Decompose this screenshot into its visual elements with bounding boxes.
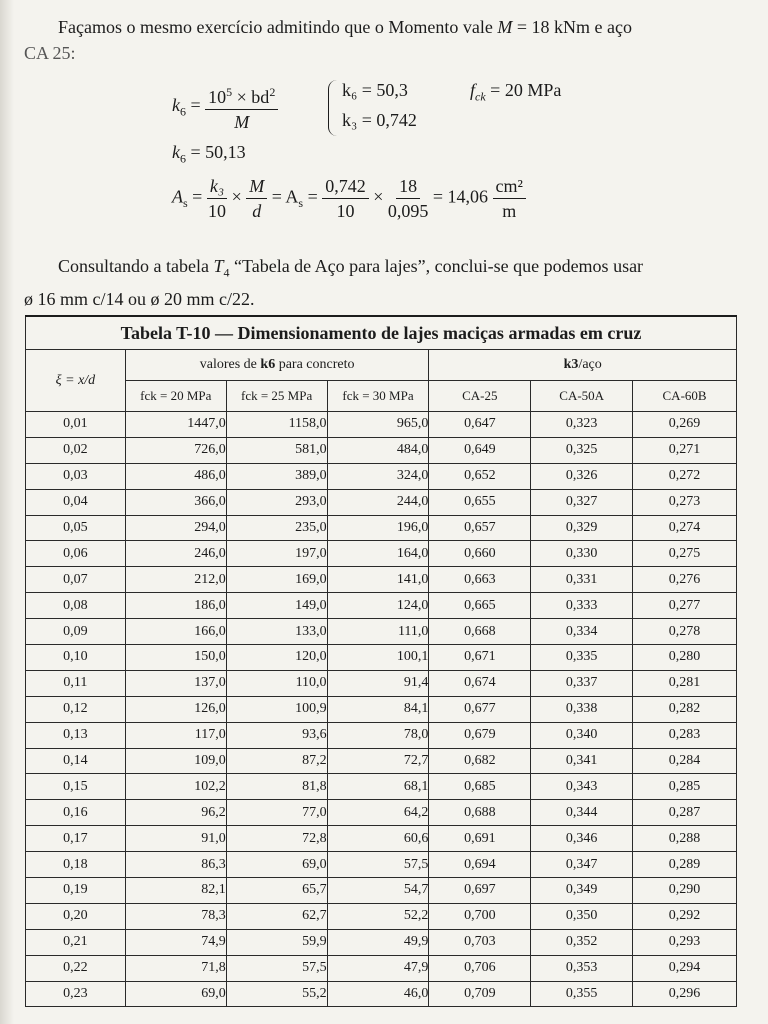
table-cell: 100,9 bbox=[226, 696, 327, 722]
table-cell: 0,685 bbox=[429, 774, 531, 800]
sub-header: CA-60B bbox=[633, 381, 737, 412]
table-cell: 59,9 bbox=[226, 929, 327, 955]
consult-paragraph: Consultando a tabela $T_4$ “Tabela de Aço para lajes”, conclui-se que podemos usar ø 16 mm c/14 ou ø 20 mm c/22. bbox=[24, 256, 644, 309]
table-row bbox=[26, 852, 737, 878]
intro-text: Façamos o mesmo exercício admitindo que o Momento vale bbox=[58, 17, 498, 37]
table-cell: 69,0 bbox=[125, 981, 226, 1007]
table-cell: 0,06 bbox=[26, 541, 126, 567]
table-cell: 0,331 bbox=[531, 567, 633, 593]
table-cell: 126,0 bbox=[125, 696, 226, 722]
moment-variable: M bbox=[497, 17, 513, 37]
table-cell: 196,0 bbox=[327, 515, 429, 541]
table-cell: 141,0 bbox=[327, 567, 429, 593]
table-cell: 0,352 bbox=[531, 929, 633, 955]
table-cell: 169,0 bbox=[226, 567, 327, 593]
table-cell: 0,289 bbox=[633, 852, 737, 878]
table-cell: 0,706 bbox=[429, 955, 531, 981]
table-cell: 120,0 bbox=[226, 645, 327, 671]
k3-value-a: k₃ = 0,742 bbox=[342, 110, 417, 130]
table-cell: 0,23 bbox=[26, 981, 126, 1007]
table-cell: 0,288 bbox=[633, 826, 737, 852]
table-cell: 0,04 bbox=[26, 489, 126, 515]
table-row bbox=[26, 722, 737, 748]
table-cell: 581,0 bbox=[226, 437, 327, 463]
table-cell: 77,0 bbox=[226, 800, 327, 826]
table-cell: 0,273 bbox=[633, 489, 737, 515]
table-cell: 0,688 bbox=[429, 800, 531, 826]
table-cell: 0,343 bbox=[531, 774, 633, 800]
table-cell: 293,0 bbox=[226, 489, 327, 515]
table-cell: 0,280 bbox=[633, 645, 737, 671]
table-cell: 78,3 bbox=[125, 903, 226, 929]
table-cell: 0,347 bbox=[531, 852, 633, 878]
table-cell: 0,344 bbox=[531, 800, 633, 826]
table-row bbox=[26, 489, 737, 515]
table-cell: 0,13 bbox=[26, 722, 126, 748]
table-row bbox=[26, 955, 737, 981]
table-cell: 0,276 bbox=[633, 567, 737, 593]
table-cell: 110,0 bbox=[226, 670, 327, 696]
table-cell: 0,333 bbox=[531, 593, 633, 619]
table-row bbox=[26, 567, 737, 593]
table-cell: 486,0 bbox=[125, 463, 226, 489]
table-cell: 0,353 bbox=[531, 955, 633, 981]
k6-group-header: valores de k6 para concreto bbox=[125, 350, 429, 381]
table-cell: 0,16 bbox=[26, 800, 126, 826]
table-row bbox=[26, 412, 737, 438]
table-cell: 78,0 bbox=[327, 722, 429, 748]
table-cell: 64,2 bbox=[327, 800, 429, 826]
table-cell: 0,665 bbox=[429, 593, 531, 619]
table-cell: 0,655 bbox=[429, 489, 531, 515]
table-row bbox=[26, 593, 737, 619]
table-cell: 0,21 bbox=[26, 929, 126, 955]
formula-block bbox=[0, 0, 768, 240]
table-cell: 366,0 bbox=[125, 489, 226, 515]
table-cell: 0,277 bbox=[633, 593, 737, 619]
table-row bbox=[26, 696, 737, 722]
table-cell: 0,272 bbox=[633, 463, 737, 489]
table-cell: 0,09 bbox=[26, 619, 126, 645]
k3-group-header: k3/aço bbox=[429, 350, 737, 381]
table-cell: 0,269 bbox=[633, 412, 737, 438]
table-cell: 0,647 bbox=[429, 412, 531, 438]
table-cell: 57,5 bbox=[327, 852, 429, 878]
table-cell: 0,674 bbox=[429, 670, 531, 696]
table-row bbox=[26, 878, 737, 904]
table-cell: 54,7 bbox=[327, 878, 429, 904]
table-cell: 0,11 bbox=[26, 670, 126, 696]
table-cell: 0,285 bbox=[633, 774, 737, 800]
sub-header: fck = 25 MPa bbox=[226, 381, 327, 412]
table-cell: 0,20 bbox=[26, 903, 126, 929]
sub-header: CA-50A bbox=[531, 381, 633, 412]
table-cell: 0,649 bbox=[429, 437, 531, 463]
table-cell: 0,668 bbox=[429, 619, 531, 645]
table-cell: 0,22 bbox=[26, 955, 126, 981]
table-row bbox=[26, 826, 737, 852]
table-cell: 0,293 bbox=[633, 929, 737, 955]
table-cell: 0,341 bbox=[531, 748, 633, 774]
table-cell: 0,14 bbox=[26, 748, 126, 774]
table-cell: 111,0 bbox=[327, 619, 429, 645]
table-cell: 197,0 bbox=[226, 541, 327, 567]
table-cell: 0,275 bbox=[633, 541, 737, 567]
table-cell: 72,7 bbox=[327, 748, 429, 774]
table-cell: 212,0 bbox=[125, 567, 226, 593]
table-cell: 46,0 bbox=[327, 981, 429, 1007]
table-cell: 0,349 bbox=[531, 878, 633, 904]
table-cell: 0,274 bbox=[633, 515, 737, 541]
as-formula: $A_s$ = $\frac{\text{k₃}}{10}$ × $\frac{M}{d}$ = $A_s$ = $\frac{0,742}{10}$ × $\frac{18}{0,095}$ = 14,06 $\frac{\text{cm²}}{m}$ bbox=[172, 176, 526, 221]
table-body bbox=[26, 412, 737, 1007]
fck-value: $f_{ck} = 20$ MPa bbox=[470, 80, 562, 104]
table-cell: 86,3 bbox=[125, 852, 226, 878]
table-cell: 117,0 bbox=[125, 722, 226, 748]
table-cell: 0,709 bbox=[429, 981, 531, 1007]
table-cell: 0,660 bbox=[429, 541, 531, 567]
table-cell: 109,0 bbox=[125, 748, 226, 774]
table-cell: 0,271 bbox=[633, 437, 737, 463]
table-cell: 1158,0 bbox=[226, 412, 327, 438]
table-cell: 0,282 bbox=[633, 696, 737, 722]
table-cell: 0,12 bbox=[26, 696, 126, 722]
table-cell: 0,350 bbox=[531, 903, 633, 929]
table-title: Tabela T-10 — Dimensionamento de lajes maciças armadas em cruz bbox=[26, 316, 737, 350]
consult-line-2: ø 16 mm c/14 ou ø 20 mm c/22. bbox=[24, 288, 255, 309]
table-cell: 81,8 bbox=[226, 774, 327, 800]
table-row bbox=[26, 981, 737, 1007]
table-cell: 0,335 bbox=[531, 645, 633, 671]
table-cell: 0,679 bbox=[429, 722, 531, 748]
table-cell: 1447,0 bbox=[125, 412, 226, 438]
table-cell: 72,8 bbox=[226, 826, 327, 852]
k6-formula: $k_6$ = $\frac{10^5 \times bd^2}{M}$ bbox=[172, 82, 278, 132]
table-cell: 246,0 bbox=[125, 541, 226, 567]
brace bbox=[328, 80, 337, 136]
steel-class: CA 25: bbox=[24, 43, 76, 63]
table-row bbox=[26, 748, 737, 774]
table-cell: 244,0 bbox=[327, 489, 429, 515]
table-cell: 0,682 bbox=[429, 748, 531, 774]
table-cell: 0,657 bbox=[429, 515, 531, 541]
table-cell: 0,355 bbox=[531, 981, 633, 1007]
table-cell: 0,700 bbox=[429, 903, 531, 929]
table-cell: 124,0 bbox=[327, 593, 429, 619]
table-cell: 0,330 bbox=[531, 541, 633, 567]
k6-fraction: $\frac{10^5 \times bd^2}{M}$ bbox=[205, 82, 278, 132]
table-cell: 0,671 bbox=[429, 645, 531, 671]
table-cell: 294,0 bbox=[125, 515, 226, 541]
table-row bbox=[26, 515, 737, 541]
table-cell: 0,284 bbox=[633, 748, 737, 774]
table-cell: 150,0 bbox=[125, 645, 226, 671]
table-cell: 484,0 bbox=[327, 437, 429, 463]
sub-header: fck = 30 MPa bbox=[327, 381, 429, 412]
table-cell: 69,0 bbox=[226, 852, 327, 878]
table-cell: 186,0 bbox=[125, 593, 226, 619]
table-cell: 389,0 bbox=[226, 463, 327, 489]
table-cell: 0,01 bbox=[26, 412, 126, 438]
table-cell: 93,6 bbox=[226, 722, 327, 748]
table-cell: 0,329 bbox=[531, 515, 633, 541]
table-cell: 726,0 bbox=[125, 437, 226, 463]
table-cell: 91,4 bbox=[327, 670, 429, 696]
table-cell: 0,334 bbox=[531, 619, 633, 645]
table-cell: 0,652 bbox=[429, 463, 531, 489]
xi-header: ξ = x/d bbox=[26, 350, 126, 412]
table-cell: 47,9 bbox=[327, 955, 429, 981]
table-cell: 100,1 bbox=[327, 645, 429, 671]
table-row bbox=[26, 800, 737, 826]
table-cell: 65,7 bbox=[226, 878, 327, 904]
table-row bbox=[26, 903, 737, 929]
table-cell: 0,283 bbox=[633, 722, 737, 748]
sub-header: CA-25 bbox=[429, 381, 531, 412]
table-cell: 60,6 bbox=[327, 826, 429, 852]
table-cell: 0,294 bbox=[633, 955, 737, 981]
table-cell: 0,287 bbox=[633, 800, 737, 826]
table-cell: 55,2 bbox=[226, 981, 327, 1007]
table-cell: 0,278 bbox=[633, 619, 737, 645]
table-cell: 0,677 bbox=[429, 696, 531, 722]
table-cell: 84,1 bbox=[327, 696, 429, 722]
table-cell: 0,08 bbox=[26, 593, 126, 619]
table-cell: 0,05 bbox=[26, 515, 126, 541]
table-cell: 74,9 bbox=[125, 929, 226, 955]
table-cell: 0,325 bbox=[531, 437, 633, 463]
table-cell: 0,697 bbox=[429, 878, 531, 904]
table-cell: 87,2 bbox=[226, 748, 327, 774]
table-cell: 166,0 bbox=[125, 619, 226, 645]
table-cell: 0,296 bbox=[633, 981, 737, 1007]
table-cell: 96,2 bbox=[125, 800, 226, 826]
table-cell: 0,19 bbox=[26, 878, 126, 904]
table-cell: 0,326 bbox=[531, 463, 633, 489]
table-cell: 0,290 bbox=[633, 878, 737, 904]
table-cell: 49,9 bbox=[327, 929, 429, 955]
table-cell: 235,0 bbox=[226, 515, 327, 541]
table-cell: 0,663 bbox=[429, 567, 531, 593]
table-row bbox=[26, 463, 737, 489]
table-cell: 102,2 bbox=[125, 774, 226, 800]
table-cell: 0,03 bbox=[26, 463, 126, 489]
table-cell: 965,0 bbox=[327, 412, 429, 438]
table-cell: 133,0 bbox=[226, 619, 327, 645]
table-cell: 82,1 bbox=[125, 878, 226, 904]
table-cell: 0,338 bbox=[531, 696, 633, 722]
table-cell: 0,15 bbox=[26, 774, 126, 800]
table-cell: 62,7 bbox=[226, 903, 327, 929]
k6-result: $k_6 = 50,13$ bbox=[172, 142, 246, 166]
table-cell: 0,10 bbox=[26, 645, 126, 671]
table-cell: 52,2 bbox=[327, 903, 429, 929]
table-row bbox=[26, 929, 737, 955]
table-row bbox=[26, 670, 737, 696]
table-cell: 0,292 bbox=[633, 903, 737, 929]
table-cell: 149,0 bbox=[226, 593, 327, 619]
table-cell: 0,694 bbox=[429, 852, 531, 878]
sub-header: fck = 20 MPa bbox=[125, 381, 226, 412]
table-cell: 137,0 bbox=[125, 670, 226, 696]
table-cell: 0,323 bbox=[531, 412, 633, 438]
table-cell: 324,0 bbox=[327, 463, 429, 489]
table-cell: 0,17 bbox=[26, 826, 126, 852]
table-cell: 164,0 bbox=[327, 541, 429, 567]
table-cell: 0,02 bbox=[26, 437, 126, 463]
table-row bbox=[26, 774, 737, 800]
moment-value: = 18 kNm e aço bbox=[512, 17, 633, 37]
table-row bbox=[26, 645, 737, 671]
table-row bbox=[26, 619, 737, 645]
table-cell: 0,337 bbox=[531, 670, 633, 696]
table-cell: 0,07 bbox=[26, 567, 126, 593]
table-cell: 0,18 bbox=[26, 852, 126, 878]
table-row bbox=[26, 541, 737, 567]
table-cell: 68,1 bbox=[327, 774, 429, 800]
table-row bbox=[26, 437, 737, 463]
table-cell: 57,5 bbox=[226, 955, 327, 981]
table-cell: 0,327 bbox=[531, 489, 633, 515]
table-cell: 0,346 bbox=[531, 826, 633, 852]
table-t10 bbox=[25, 315, 737, 1007]
table-cell: 0,691 bbox=[429, 826, 531, 852]
table-cell: 0,281 bbox=[633, 670, 737, 696]
table-cell: 71,8 bbox=[125, 955, 226, 981]
table-cell: 91,0 bbox=[125, 826, 226, 852]
k6-value-a: k₆ = 50,3 bbox=[342, 80, 408, 100]
table-cell: 0,340 bbox=[531, 722, 633, 748]
table-cell: 0,703 bbox=[429, 929, 531, 955]
